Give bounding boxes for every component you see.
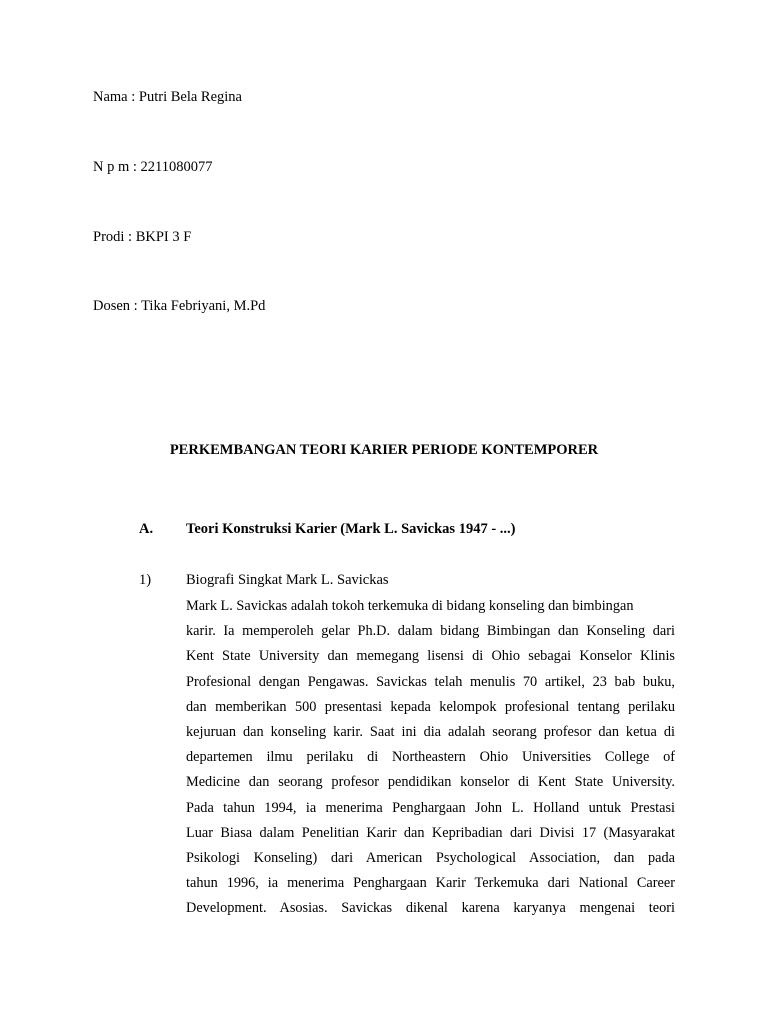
lecturer-name: Dosen : Tika Febriyani, M.Pd [93,298,266,314]
subsection-heading-text: Biografi Singkat Mark L. Savickas [186,572,389,588]
paragraph-line: Luar Biasa dalam Penelitian Karir dan Kepribadian dari Divisi 17 (Masyarakat [186,824,675,841]
paragraph-line: Development. Asosias. Savickas dikenal karena karyanya mengenai teori [186,900,675,917]
paragraph-line: kejuruan dan konseling karir. Saat ini dia adalah seorang profesor dan ketua di [186,723,675,740]
paragraph-line: Medicine dan seorang profesor pendidikan konselor di Kent State University. [186,774,675,791]
paragraph-line: Profesional dengan Pengawas. Savickas telah menulis 70 artikel, 23 bab buku, [186,673,675,690]
paragraph-line: departemen ilmu perilaku di Northeastern Ohio Universities College of [186,749,675,766]
section-marker: A. [139,521,154,537]
paragraph-line: Mark L. Savickas adalah tokoh terkemuka di bidang konseling dan bimbingan [186,598,634,614]
paragraph-line: dan memberikan 500 presentasi kepada kelompok profesional tentang perilaku [186,698,675,715]
study-program: Prodi : BKPI 3 F [93,229,192,245]
student-name: Nama : Putri Bela Regina [93,89,242,105]
section-heading-text: Teori Konstruksi Karier (Mark L. Savickas 1947 - ...) [186,521,516,537]
paragraph-line: Kent State University dan memegang lisensi di Ohio sebagai Konselor Klinis [186,648,675,665]
paragraph-line: Psikologi Konseling) dari American Psychological Association, dan pada [186,849,675,866]
paragraph-line: tahun 1996, ia menerima Penghargaan Karir Terkemuka dari National Career [186,875,675,892]
paragraph-line: Pada tahun 1994, ia menerima Penghargaan John L. Holland untuk Prestasi [186,799,675,816]
student-npm: N p m : 2211080077 [93,159,213,175]
subsection-marker: 1) [139,572,152,588]
paragraph-line: karir. Ia memperoleh gelar Ph.D. dalam bidang Bimbingan dan Konseling dari [186,623,675,640]
biography-paragraph [186,594,675,921]
document-title: PERKEMBANGAN TEORI KARIER PERIODE KONTEMPORER [169,442,599,458]
